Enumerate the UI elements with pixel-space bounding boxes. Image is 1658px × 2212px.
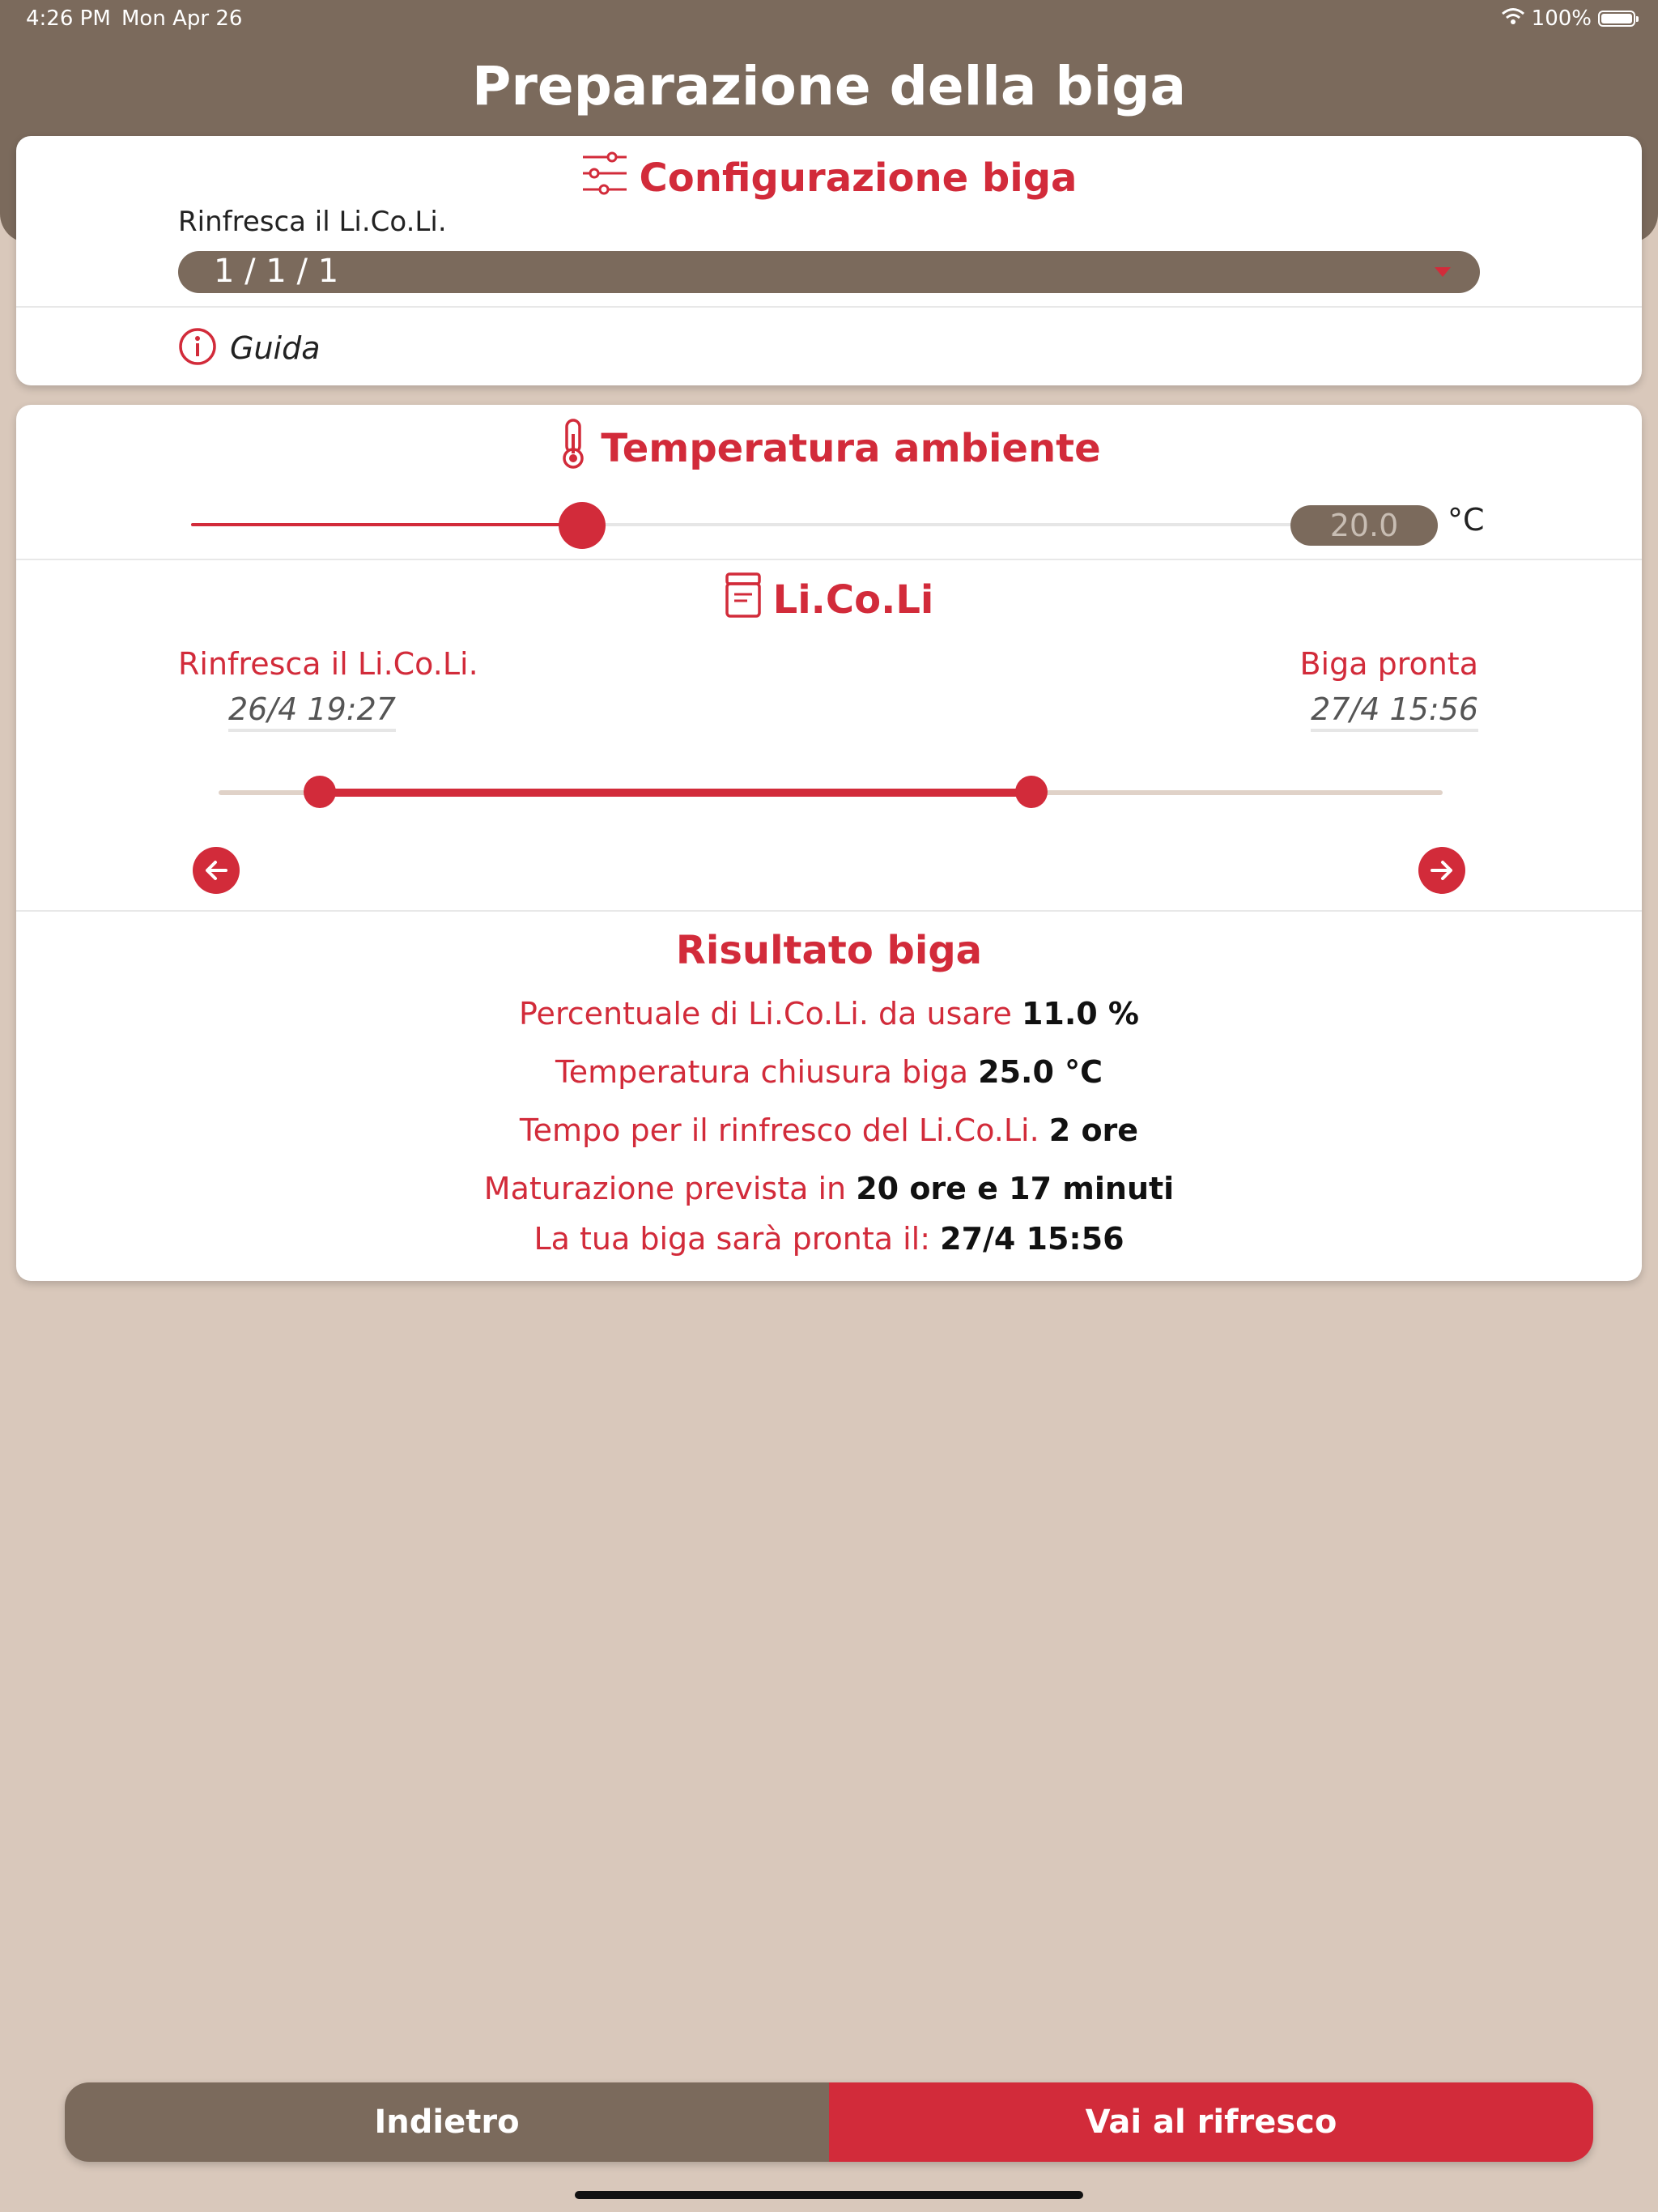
result-label: Maturazione prevista in xyxy=(483,1171,847,1206)
back-button[interactable]: Indietro xyxy=(65,2082,829,2162)
guide-label: Guida xyxy=(230,330,321,366)
result-label: Temperatura chiusura biga xyxy=(555,1054,969,1090)
thermometer-icon xyxy=(557,418,589,479)
arrow-left-icon xyxy=(202,856,231,885)
result-value: 20 ore e 17 minuti xyxy=(856,1171,1175,1206)
bottom-action-bar xyxy=(65,2082,1593,2162)
result-title: Risultato biga xyxy=(675,928,983,973)
licoli-title-text: Li.Co.Li xyxy=(772,577,934,623)
result-value: 2 ore xyxy=(1048,1112,1139,1148)
temperature-unit: °C xyxy=(1448,502,1485,538)
biga-ready-label: Biga pronta xyxy=(1299,646,1478,682)
temperature-slider-thumb[interactable] xyxy=(559,502,606,549)
next-arrow-button[interactable] xyxy=(1418,847,1465,894)
status-date: Mon Apr 26 xyxy=(121,6,243,31)
temperature-slider-fill xyxy=(191,523,582,526)
jar-icon xyxy=(725,572,762,628)
previous-arrow-button[interactable] xyxy=(193,847,240,894)
range-start-thumb[interactable] xyxy=(304,776,336,808)
temperature-title-text: Temperatura ambiente xyxy=(601,426,1101,471)
temperature-title xyxy=(16,418,1642,479)
home-indicator xyxy=(575,2191,1083,2199)
biga-ready-date[interactable]: 27/4 15:56 xyxy=(1311,691,1478,732)
status-time: 4:26 PM xyxy=(26,6,111,31)
wifi-icon xyxy=(1501,6,1525,31)
config-card xyxy=(16,136,1642,385)
arrow-right-icon xyxy=(1427,856,1456,885)
dropdown-value: 1 / 1 / 1 xyxy=(214,253,339,290)
status-indicators xyxy=(1501,6,1635,31)
licoli-start-label: Rinfresca il Li.Co.Li. xyxy=(178,646,478,682)
result-label: Tempo per il rinfresco del Li.Co.Li. xyxy=(519,1112,1039,1148)
battery-percent: 100% xyxy=(1531,6,1592,31)
result-line xyxy=(16,1171,1642,1206)
divider xyxy=(16,306,1642,308)
licoli-title xyxy=(16,572,1642,628)
result-line xyxy=(16,1054,1642,1090)
result-value: 25.0 °C xyxy=(978,1054,1103,1090)
config-title-text: Configurazione biga xyxy=(639,155,1078,201)
go-to-refresh-button[interactable]: Vai al rifresco xyxy=(829,2082,1593,2162)
result-line xyxy=(16,1112,1642,1148)
range-end-thumb[interactable] xyxy=(1015,776,1048,808)
caret-down-icon xyxy=(1435,267,1451,277)
result-value: 11.0 % xyxy=(1021,996,1139,1032)
result-line xyxy=(16,1221,1642,1257)
licoli-ratio-dropdown[interactable] xyxy=(178,251,1480,293)
guide-link[interactable] xyxy=(178,327,321,369)
status-bar xyxy=(0,0,1658,39)
result-label: La tua biga sarà pronta il: xyxy=(534,1221,931,1257)
config-title xyxy=(16,151,1642,206)
divider xyxy=(16,559,1642,560)
battery-icon xyxy=(1598,11,1635,27)
info-icon xyxy=(178,327,217,369)
result-line xyxy=(16,996,1642,1032)
result-label: Percentuale di Li.Co.Li. da usare xyxy=(519,996,1012,1032)
main-card xyxy=(16,405,1642,1281)
config-field-label: Rinfresca il Li.Co.Li. xyxy=(178,206,447,238)
page-title: Preparazione della biga xyxy=(471,55,1187,117)
divider xyxy=(16,910,1642,912)
result-value: 27/4 15:56 xyxy=(940,1221,1124,1257)
time-range-fill xyxy=(319,789,1031,797)
temperature-value-field[interactable]: 20.0 xyxy=(1290,505,1438,546)
licoli-start-date[interactable]: 26/4 19:27 xyxy=(228,691,396,732)
sliders-icon xyxy=(581,151,628,206)
